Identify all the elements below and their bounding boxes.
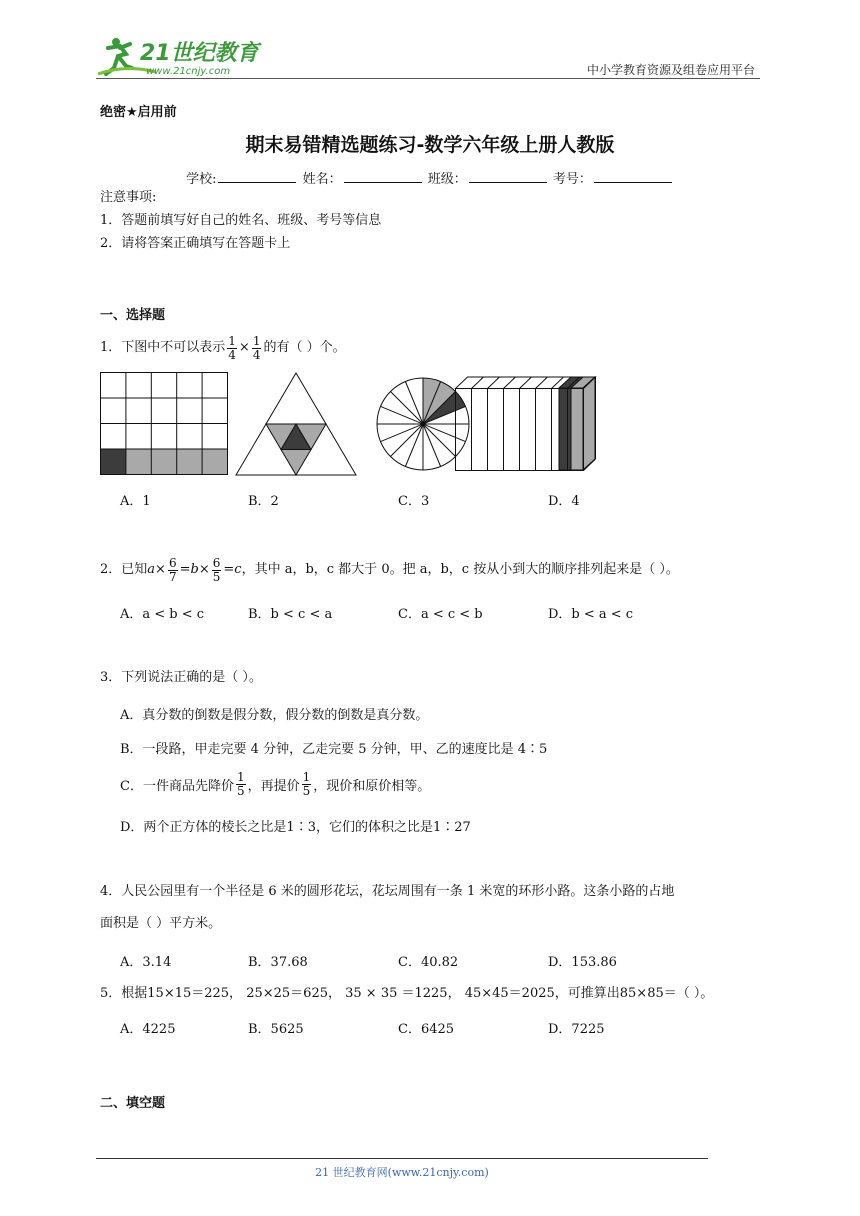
times-sign: × <box>238 340 250 355</box>
grid-figure <box>101 373 228 475</box>
student-info-line <box>0 168 860 187</box>
q1-figures <box>100 371 612 477</box>
q3-option-d[interactable]: D．两个正方体的棱长之比是1∶3，它们的体积之比是1∶27 <box>120 820 471 835</box>
q3c-text: ，再提价 <box>247 778 300 794</box>
var-a: a <box>147 562 156 577</box>
class-blank <box>469 170 547 183</box>
fraction: $\frac{1}{4}$ <box>252 333 261 362</box>
var-b: b <box>190 562 199 577</box>
equals-sign: = <box>179 562 191 577</box>
q2-option-c[interactable]: C．a < c < b <box>398 607 483 622</box>
q5-option-d[interactable]: D．7225 <box>548 1022 605 1037</box>
triangle-figure <box>236 373 356 475</box>
q4-option-a[interactable]: A．3.14 <box>120 955 172 970</box>
name-label: 姓名： <box>302 172 342 187</box>
footer-link[interactable]: 21 世纪教育网(www.21cnjy.com) <box>315 1166 489 1179</box>
school-label: 学校: <box>186 172 217 187</box>
notice-item: 2．请将答案正确填写在答题卡上 <box>100 236 291 251</box>
question-3-stem: 3．下列说法正确的是（ ）。 <box>100 670 262 685</box>
var-c: c <box>234 562 242 577</box>
platform-label: 中小学教育资源及组卷应用平台 <box>586 63 755 77</box>
times-sign: × <box>155 562 166 577</box>
exam-no-label: 考号： <box>552 172 592 187</box>
cuboid-figure <box>456 377 596 471</box>
question-1-stem <box>100 332 346 364</box>
fraction: $\frac{6}{7}$ <box>168 555 177 584</box>
question-2-stem <box>100 553 679 587</box>
question-4-stem: 4．人民公园里有一个半径是 6 米的圆形花坛，花坛周围有一条 1 米宽的环形小路。这条小路的占地 <box>100 884 675 899</box>
q1-text: 的有（ ）个。 <box>263 340 346 355</box>
q1-option-a[interactable]: A．1 <box>120 494 151 509</box>
fraction: $\frac{1}{4}$ <box>228 333 236 362</box>
q3c-text: C．一件商品先降价 <box>120 778 234 794</box>
q1-text: 1．下图中不可以表示 <box>100 340 226 355</box>
question-4-stem-cont: 面积是（ ）平方米。 <box>100 916 222 931</box>
q2-text: ，其中 a，b，c 都大于 0。把 a，b，c 按从小到大的顺序排列起来是（ ）。 <box>241 562 679 577</box>
fraction: $\frac{1}{5}$ <box>302 769 311 798</box>
question-5-stem: 5．根据15×15＝225， 25×25＝625， 35 × 35 ＝1225， 45×45＝2025，可推算出85×85＝（ ）。 <box>100 986 714 1001</box>
q3c-text: ，现价和原价相等。 <box>313 778 431 794</box>
q5-option-b[interactable]: B．5625 <box>248 1022 304 1037</box>
exam-no-blank <box>594 170 672 183</box>
q1-option-b[interactable]: B．2 <box>248 494 279 509</box>
fraction: $\frac{6}{5}$ <box>212 555 221 584</box>
footer-divider <box>96 1158 708 1159</box>
page-title: 期末易错精选题练习-数学六年级上册人教版 <box>245 134 615 156</box>
q4-option-c[interactable]: C．40.82 <box>398 955 459 970</box>
q3-option-a[interactable]: A．真分数的倒数是假分数，假分数的倒数是真分数。 <box>120 708 429 723</box>
q3-option-c[interactable] <box>120 766 430 802</box>
notice-heading: 注意事项: <box>100 190 157 205</box>
fraction: $\frac{1}{5}$ <box>236 769 245 798</box>
school-blank <box>218 170 296 183</box>
site-logo <box>96 34 286 80</box>
q2-option-b[interactable]: B．b < c < a <box>248 607 333 622</box>
q4-option-d[interactable]: D．153.86 <box>548 955 617 970</box>
secret-label: 绝密★启用前 <box>100 105 177 120</box>
header-divider <box>96 78 760 79</box>
q5-option-a[interactable]: A．4225 <box>120 1022 176 1037</box>
logo-url: www.21cnjy.com <box>146 66 231 77</box>
q2-text: 2．已知 <box>100 562 148 577</box>
q1-option-d[interactable]: D．4 <box>548 494 580 509</box>
equals-sign: = <box>223 562 235 577</box>
q3-option-b[interactable]: B．一段路，甲走完要 4 分钟，乙走完要 5 分钟，甲、乙的速度比是 4∶5 <box>120 742 548 757</box>
section-heading: 二、填空题 <box>100 1096 166 1111</box>
section-heading: 一、选择题 <box>100 308 166 323</box>
q2-option-a[interactable]: A．a < b < c <box>120 607 205 622</box>
name-blank <box>344 170 422 183</box>
q1-option-c[interactable]: C．3 <box>398 494 430 509</box>
class-label: 班级： <box>427 172 467 187</box>
q4-option-b[interactable]: B．37.68 <box>248 955 308 970</box>
times-sign: × <box>198 562 210 577</box>
q2-option-d[interactable]: D．b < a < c <box>548 607 634 622</box>
notice-item: 1．答题前填写好自己的姓名、班级、考号等信息 <box>100 213 382 228</box>
logo-text: 21世纪教育 <box>140 41 259 66</box>
q5-option-c[interactable]: C．6425 <box>398 1022 455 1037</box>
